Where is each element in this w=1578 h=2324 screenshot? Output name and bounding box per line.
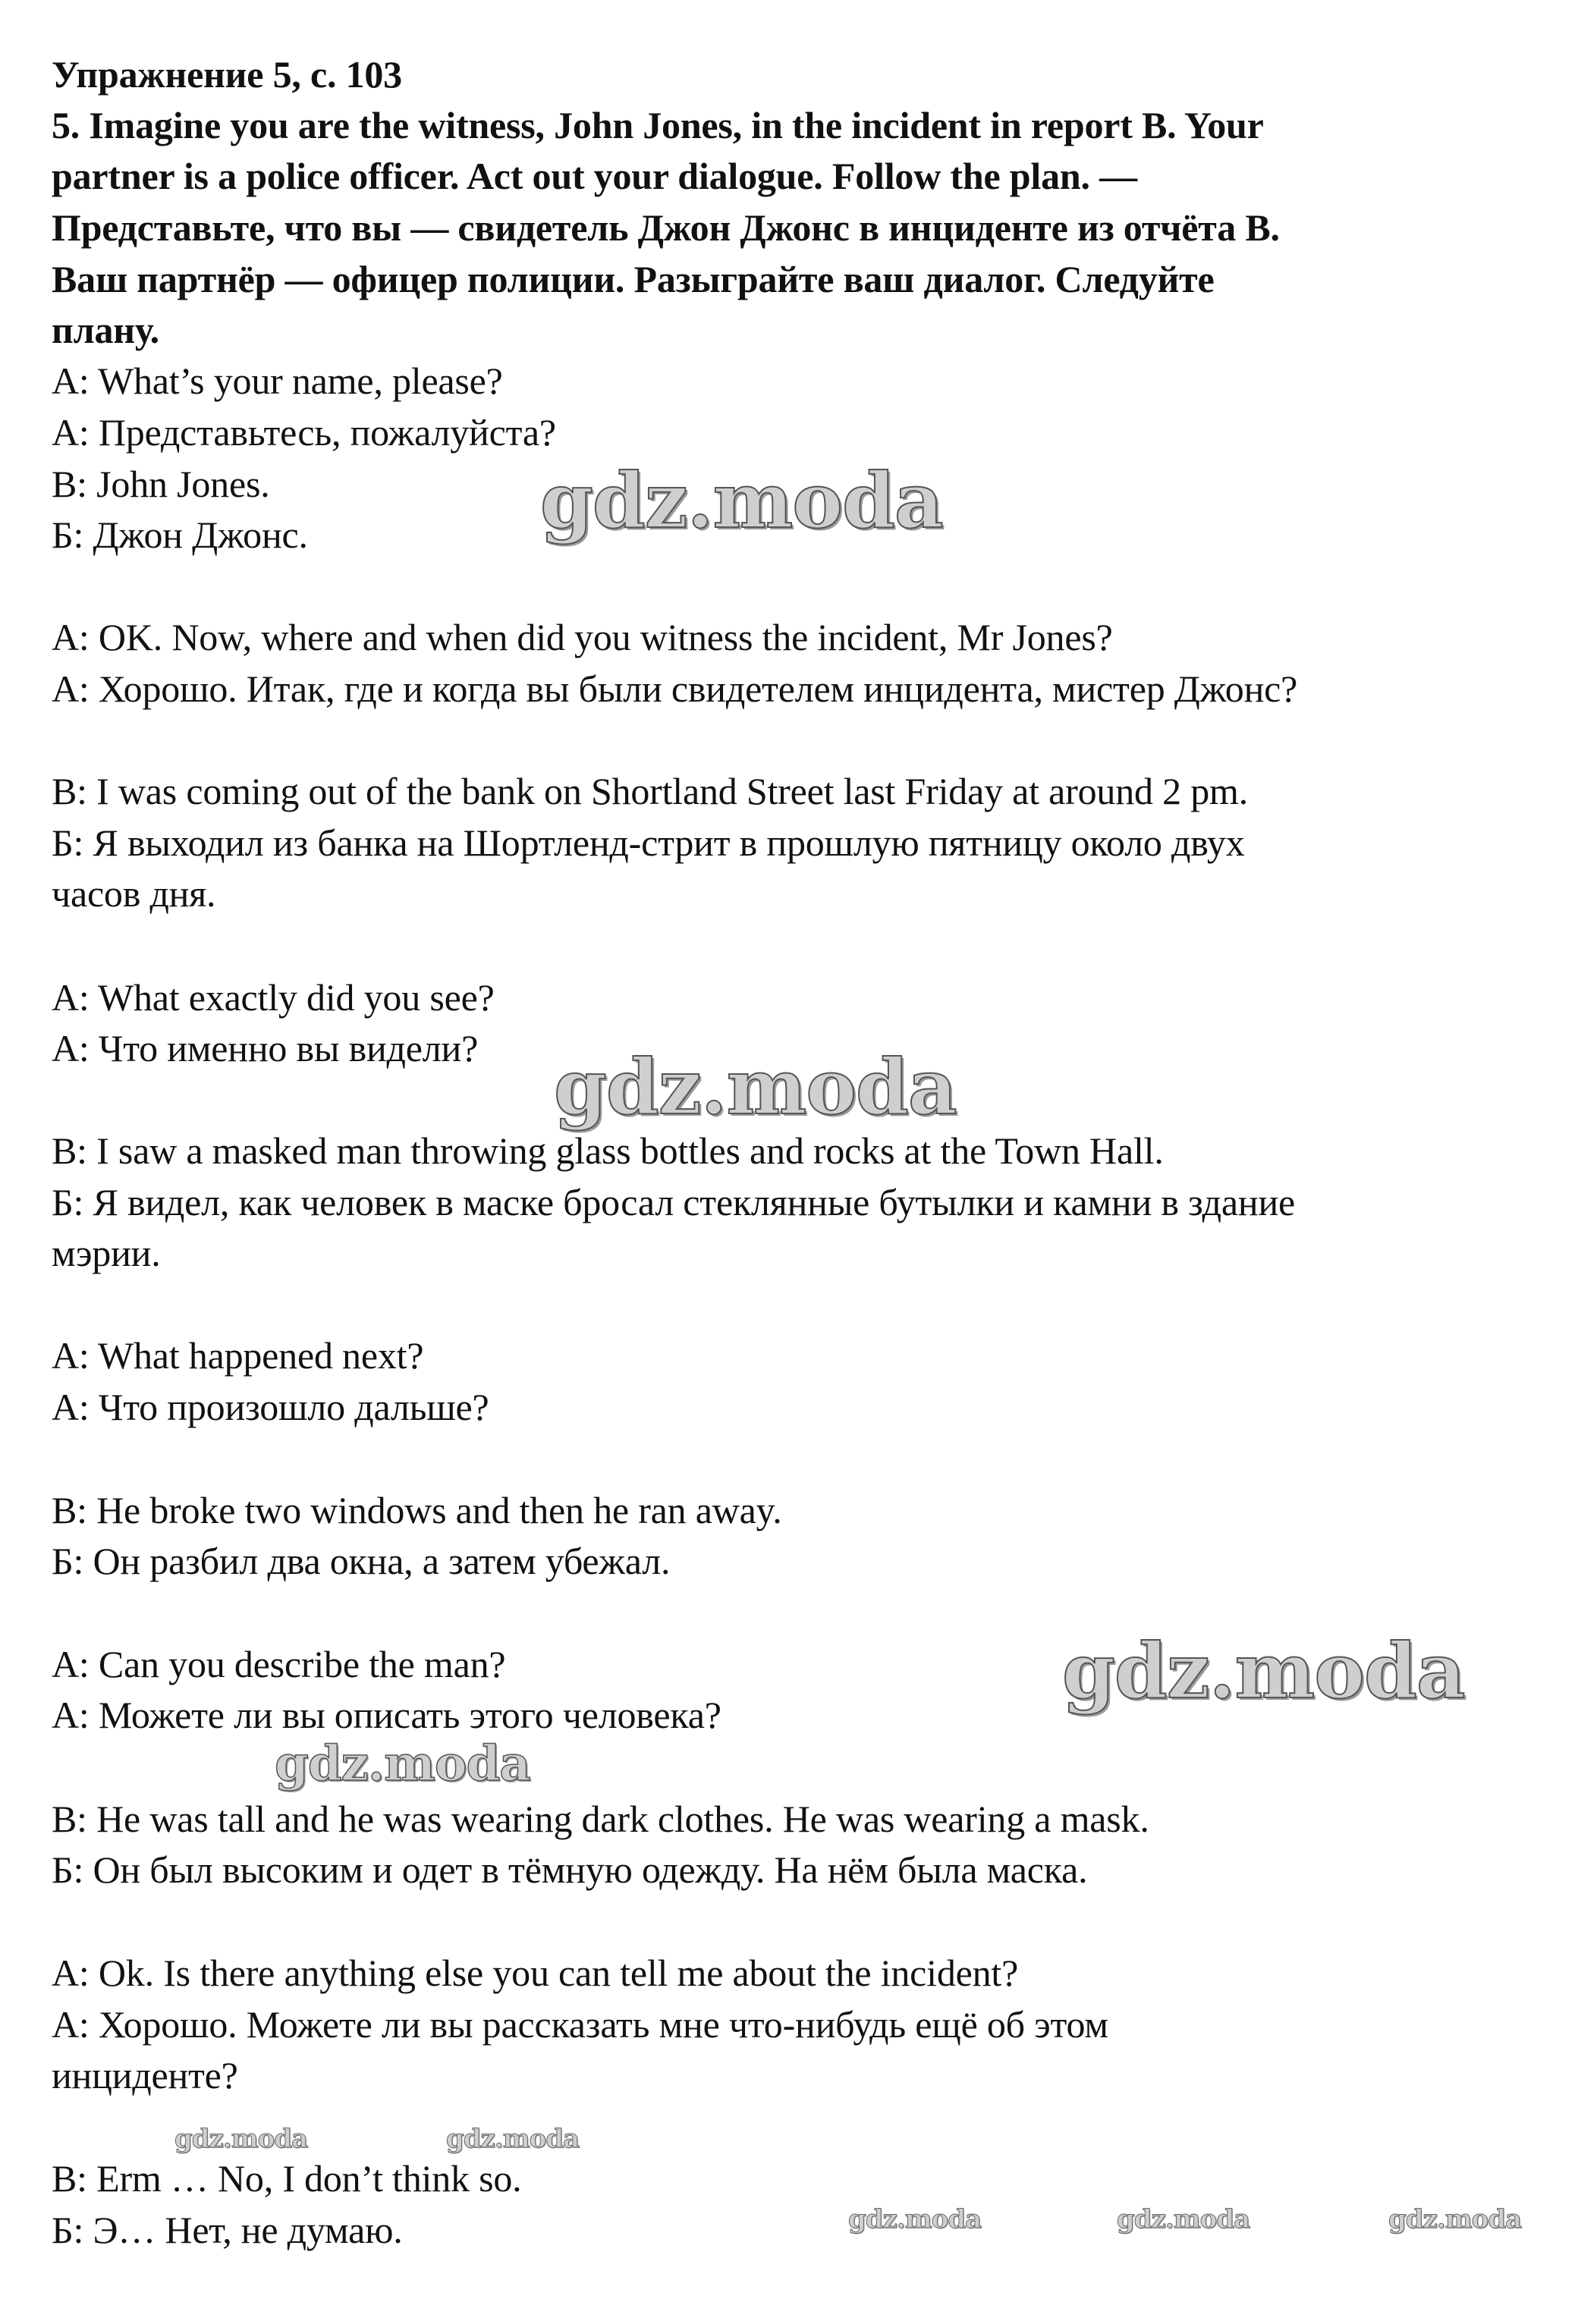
dialogue-line: B: Erm … No, I don’t think so. [52,2157,522,2200]
dialogue-line: Б: Джон Джонс. [52,513,308,556]
dialogue-line: B: He broke two windows and then he ran away. [52,1489,782,1531]
dialogue-line: A: What’s your name, please? [52,360,503,402]
dialogue-line: А: Что произошло дальше? [52,1386,489,1428]
task-line-5: плану. [52,309,159,351]
watermark-logo: gdz.moda [446,2124,580,2154]
dialogue-line: Б: Он был высоким и одет в тёмную одежду. На нём была маска. [52,1848,1088,1891]
dialogue-line: Б: Я выходил из банка на Шортленд-стрит в прошлую пятницу около двух [52,821,1245,864]
dialogue-line: инциденте? [52,2054,238,2096]
dialogue-line: А: Хорошо. Итак, где и когда вы были свидетелем инцидента, мистер Джонс? [52,667,1298,710]
dialogue-line: A: Can you describe the man? [52,1643,506,1685]
watermark-logo: gdz.moda [1388,2204,1522,2234]
watermark-logo: gdz.moda [848,2204,982,2234]
dialogue-line: А: Представьтесь, пожалуйста? [52,411,556,454]
watermark-logo: gdz.moda [1117,2204,1250,2234]
dialogue-line: B: He was tall and he was wearing dark clothes. He was wearing a mask. [52,1798,1149,1840]
watermark-logo: gdz.moda [554,1042,957,1132]
task-line-1: 5. Imagine you are the witness, John Jones, in the incident in report B. Your [52,104,1264,146]
dialogue-line: Б: Он разбил два окна, а затем убежал. [52,1540,671,1582]
task-line-4: Ваш партнёр — офицер полиции. Разыграйте ваш диалог. Следуйте [52,258,1215,300]
dialogue-line: Б: Э… Нет, не думаю. [52,2209,403,2251]
task-line-2: partner is a police officer. Act out your dialogue. Follow the plan. — [52,155,1137,197]
watermark-logo: gdz.moda [540,456,943,545]
dialogue-line: B: I was coming out of the bank on Shortland Street last Friday at around 2 pm. [52,770,1248,812]
dialogue-line: А: Что именно вы видели? [52,1027,479,1069]
dialogue-line: мэрии. [52,1232,161,1274]
dialogue-line: B: John Jones. [52,463,270,505]
dialogue-line: A: What happened next? [52,1334,424,1377]
dialogue-line: A: OK. Now, where and when did you witness the incident, Mr Jones? [52,616,1113,658]
dialogue-line: Б: Я видел, как человек в маске бросал стеклянные бутылки и камни в здание [52,1181,1296,1223]
watermark-logo: gdz.moda [275,1735,530,1792]
watermark-logo: gdz.moda [174,2124,308,2154]
task-line-3: Представьте, что вы — свидетель Джон Джонс в инциденте из отчёта B. [52,206,1280,249]
exercise-reference: Упражнение 5, с. 103 [52,53,402,96]
dialogue-line: A: What exactly did you see? [52,976,495,1019]
dialogue-line: часов дня. [52,872,216,915]
dialogue-line: A: Ok. Is there anything else you can tell me about the incident? [52,1952,1019,1994]
watermark-logo: gdz.moda [1062,1626,1465,1716]
dialogue-line: А: Хорошо. Можете ли вы рассказать мне что-нибудь ещё об этом [52,2003,1108,2046]
dialogue-line: А: Можете ли вы описать этого человека? [52,1694,721,1736]
dialogue-line: B: I saw a masked man throwing glass bottles and rocks at the Town Hall. [52,1129,1164,1172]
